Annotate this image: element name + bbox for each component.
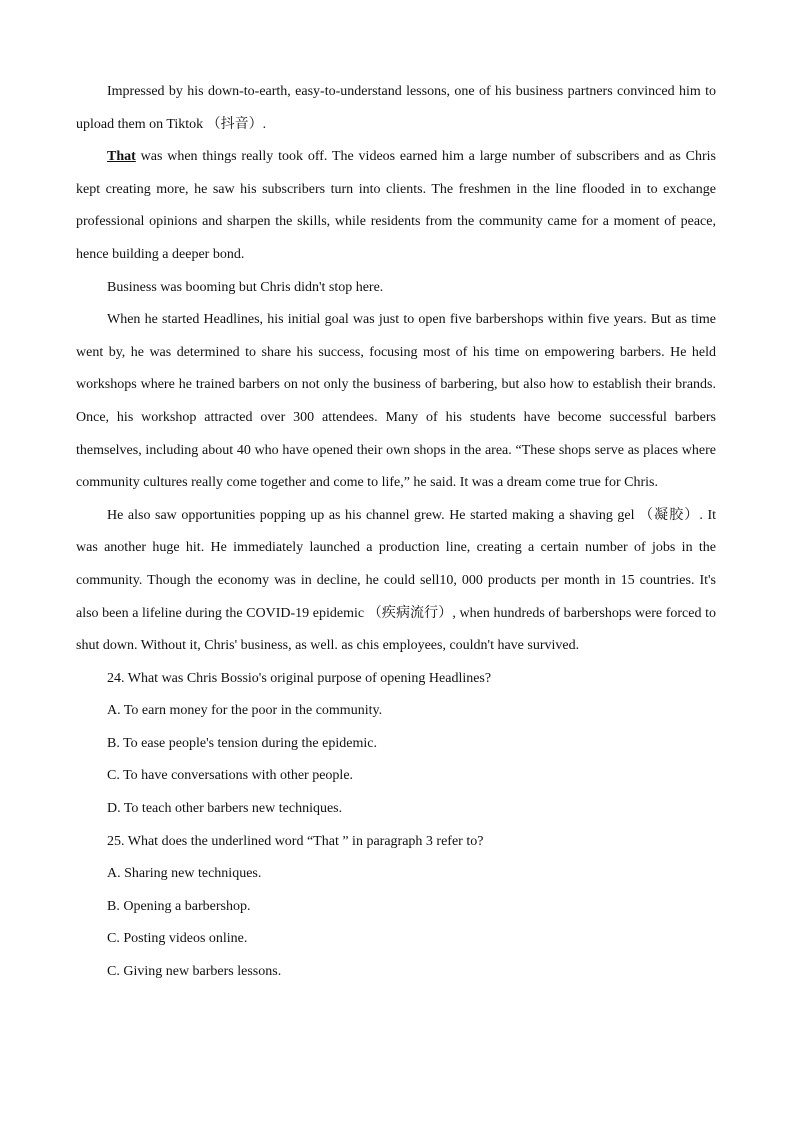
paragraph-2 (76, 141, 716, 271)
paragraph-2-text: was when things really took off. The videos earned him a large number of subscribers and as Chris kept creating more, he saw his subscribers turn into clients. The freshmen in the line flooded in to exchange professional opinions and sharpen the skills, while residents from the community came for a moment of peace, hence building a deeper bond. (76, 149, 716, 262)
document-page (76, 76, 716, 989)
question-24-stem: 24. What was Chris Bossio's original purpose of opening Headlines? (107, 670, 492, 686)
question-24-option-b: B. To ease people's tension during the epidemic. (107, 735, 377, 751)
paragraph-3: Business was booming but Chris didn't stop here. (107, 279, 384, 295)
paragraph-1: Impressed by his down-to-earth, easy-to-understand lessons, one of his business partners convinced him to upload them on Tiktok （抖音）. (76, 84, 716, 132)
paragraph-4: When he started Headlines, his initial goal was just to open five barbershops within five years. But as time went by, he was determined to share his success, focusing most of his time on empowering barbers. He held workshops where he trained barbers on not only the business of barbering, but also how to establish their brands. Once, his workshop attracted over 300 attendees. Many of his students have become successful barbers themselves, including about 40 who have opened their own shops in the area. “These shops serve as places where community cultures really come together and come to life,” he said. It was a dream come true for Chris. (76, 312, 716, 491)
question-25-option-a: A. Sharing new techniques. (107, 866, 262, 882)
paragraph-5: He also saw opportunities popping up as his channel grew. He started making a shaving gel （凝胶）. It was another huge hit. He immediately launched a production line, creating a certain number of jobs in the community. Though the economy was in decline, he could sell10, 000 products per month in 15 countries. It's also been a lifeline during the COVID-19 epidemic （疾病流行）, when hundreds of barbershops were forced to shut down. Without it, Chris' business, as well. as chis employees, couldn't have survived. (76, 507, 716, 654)
question-24-option-a: A. To earn money for the poor in the community. (107, 703, 383, 719)
question-24-option-d: D. To teach other barbers new techniques. (107, 801, 343, 817)
question-25-stem: 25. What does the underlined word “That ” in paragraph 3 refer to? (107, 833, 484, 849)
underlined-word-that: That (107, 149, 136, 165)
question-24-option-c: C. To have conversations with other people. (107, 768, 354, 784)
question-25-option-b: B. Opening a barbershop. (107, 898, 251, 914)
question-25-option-c: C. Posting videos online. (107, 931, 248, 947)
question-25-option-d: C. Giving new barbers lessons. (107, 964, 282, 980)
